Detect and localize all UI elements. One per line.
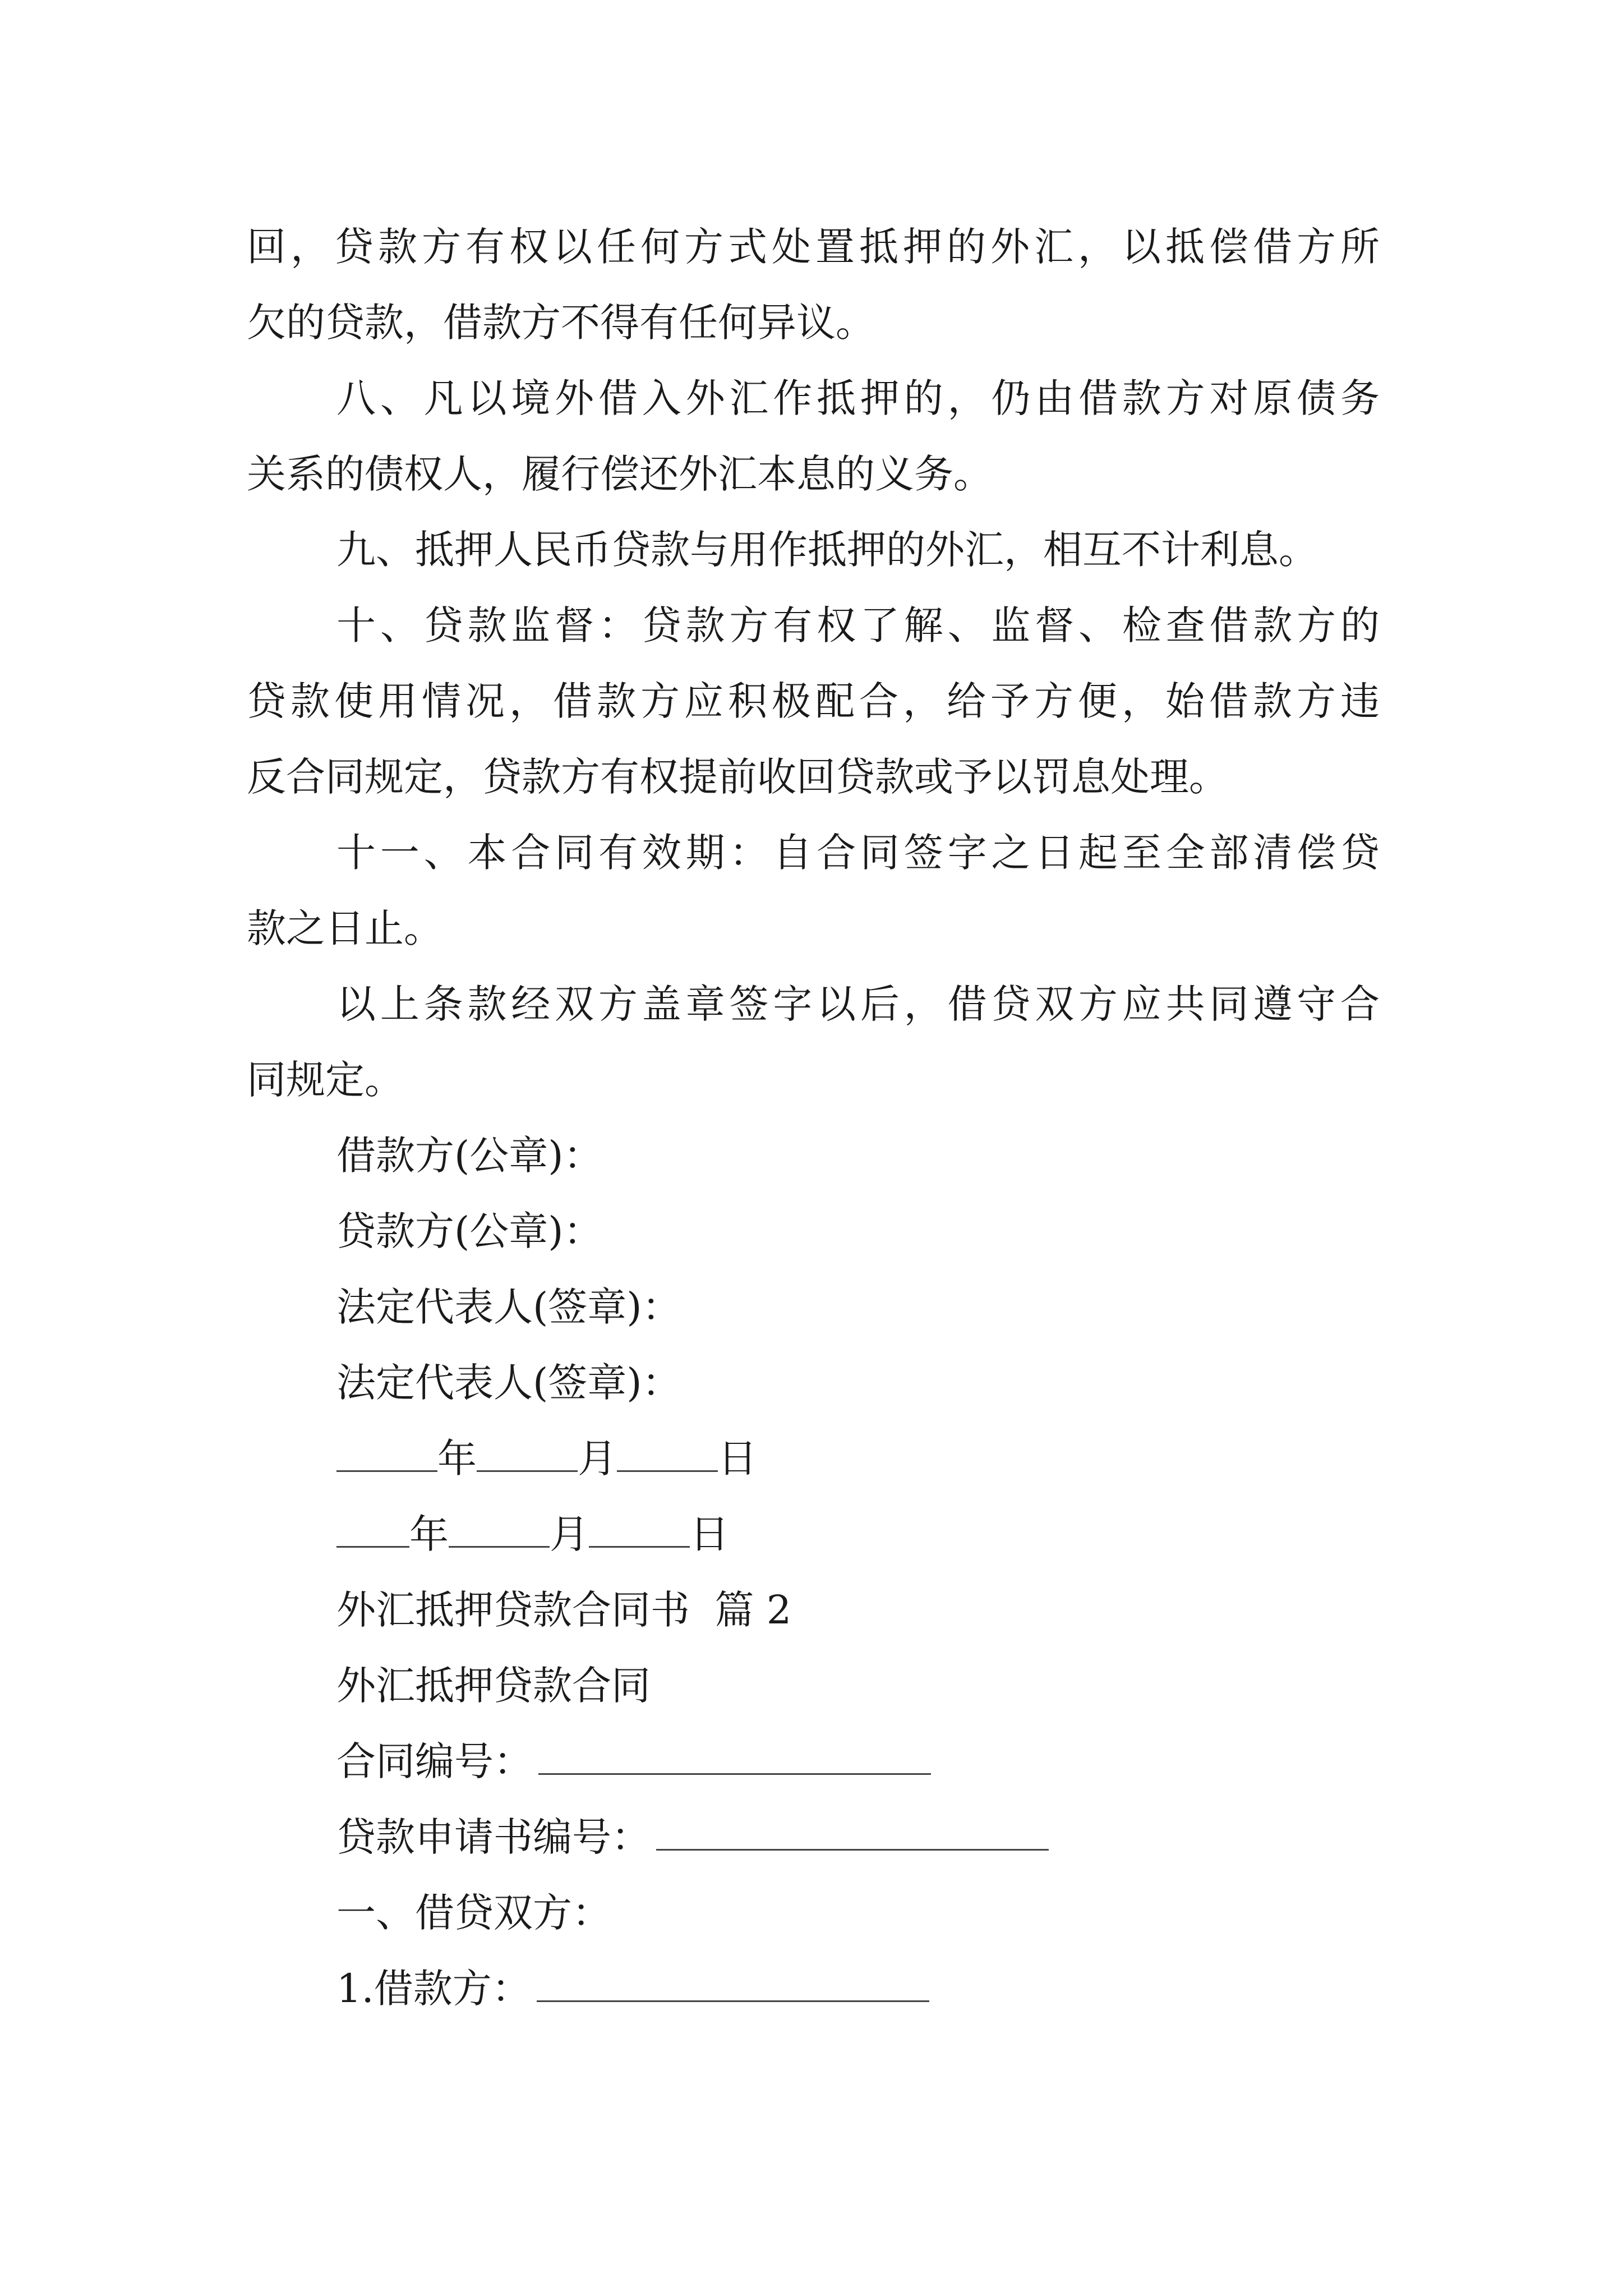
month-label: 月 [578, 1435, 617, 1481]
closing-line: 同规定。 [247, 1057, 404, 1103]
clause-10-line: 反合同规定，贷款方有权提前收回贷款或予以罚息处理。 [247, 754, 1228, 800]
legal-rep-signature-label: 法定代表人(签章)： [336, 1284, 681, 1330]
parties-heading: 一、借贷双方： [336, 1890, 611, 1936]
clause-8-line: 八、凡以境外借入外汇作抵押的，仍由借款方对原债务 [336, 375, 1380, 421]
clause-10-line: 贷款使用情况，借款方应积极配合，给予方便，始借款方违 [247, 678, 1380, 724]
closing-line: 以上条款经双方盖章签字以后，借贷双方应共同遵守合 [336, 981, 1380, 1027]
month-label: 月 [550, 1511, 589, 1557]
borrower-line [336, 1961, 929, 2017]
contract-number-label: 合同编号： [336, 1738, 533, 1784]
year-blank [336, 1510, 409, 1548]
section-heading: 外汇抵押贷款合同书 篇 2 [336, 1587, 792, 1633]
day-blank [589, 1510, 690, 1548]
clause-11-line: 十一、本合同有效期：自合同签字之日起至全部清偿贷 [336, 830, 1380, 876]
application-number-blank [656, 1813, 1049, 1851]
borrower-blank [537, 1964, 929, 2002]
clause-9-line: 九、抵押人民币贷款与用作抵押的外汇，相互不计利息。 [336, 527, 1318, 573]
application-number-label: 贷款申请书编号： [336, 1814, 651, 1860]
year-blank [336, 1434, 437, 1472]
day-label: 日 [690, 1511, 729, 1557]
lender-seal-label: 贷款方(公章)： [336, 1208, 603, 1254]
paragraph-line: 欠的贷款，借款方不得有任何异议。 [247, 300, 875, 346]
paragraph-line: 回，贷款方有权以任何方式处置抵押的外汇，以抵偿借方所 [247, 224, 1380, 270]
clause-10-line: 十、贷款监督：贷款方有权了解、监督、检查借款方的 [336, 602, 1380, 648]
day-label: 日 [718, 1435, 757, 1481]
date-line [336, 1430, 757, 1487]
contract-title: 外汇抵押贷款合同 [336, 1663, 651, 1709]
borrower-seal-label: 借款方(公章)： [336, 1133, 603, 1179]
month-blank [477, 1434, 578, 1472]
year-label: 年 [437, 1435, 477, 1481]
day-blank [617, 1434, 718, 1472]
month-blank [449, 1510, 550, 1548]
date-line [336, 1506, 729, 1562]
contract-number-blank [538, 1737, 931, 1775]
application-number-line [336, 1809, 1049, 1865]
legal-rep-signature-label: 法定代表人(签章)： [336, 1360, 681, 1406]
borrower-label: 1.借款方： [336, 1966, 531, 2012]
contract-number-line [336, 1733, 931, 1789]
year-label: 年 [409, 1511, 449, 1557]
clause-8-line: 关系的债权人，履行偿还外汇本息的义务。 [247, 451, 993, 497]
clause-11-line: 款之日止。 [247, 905, 443, 951]
